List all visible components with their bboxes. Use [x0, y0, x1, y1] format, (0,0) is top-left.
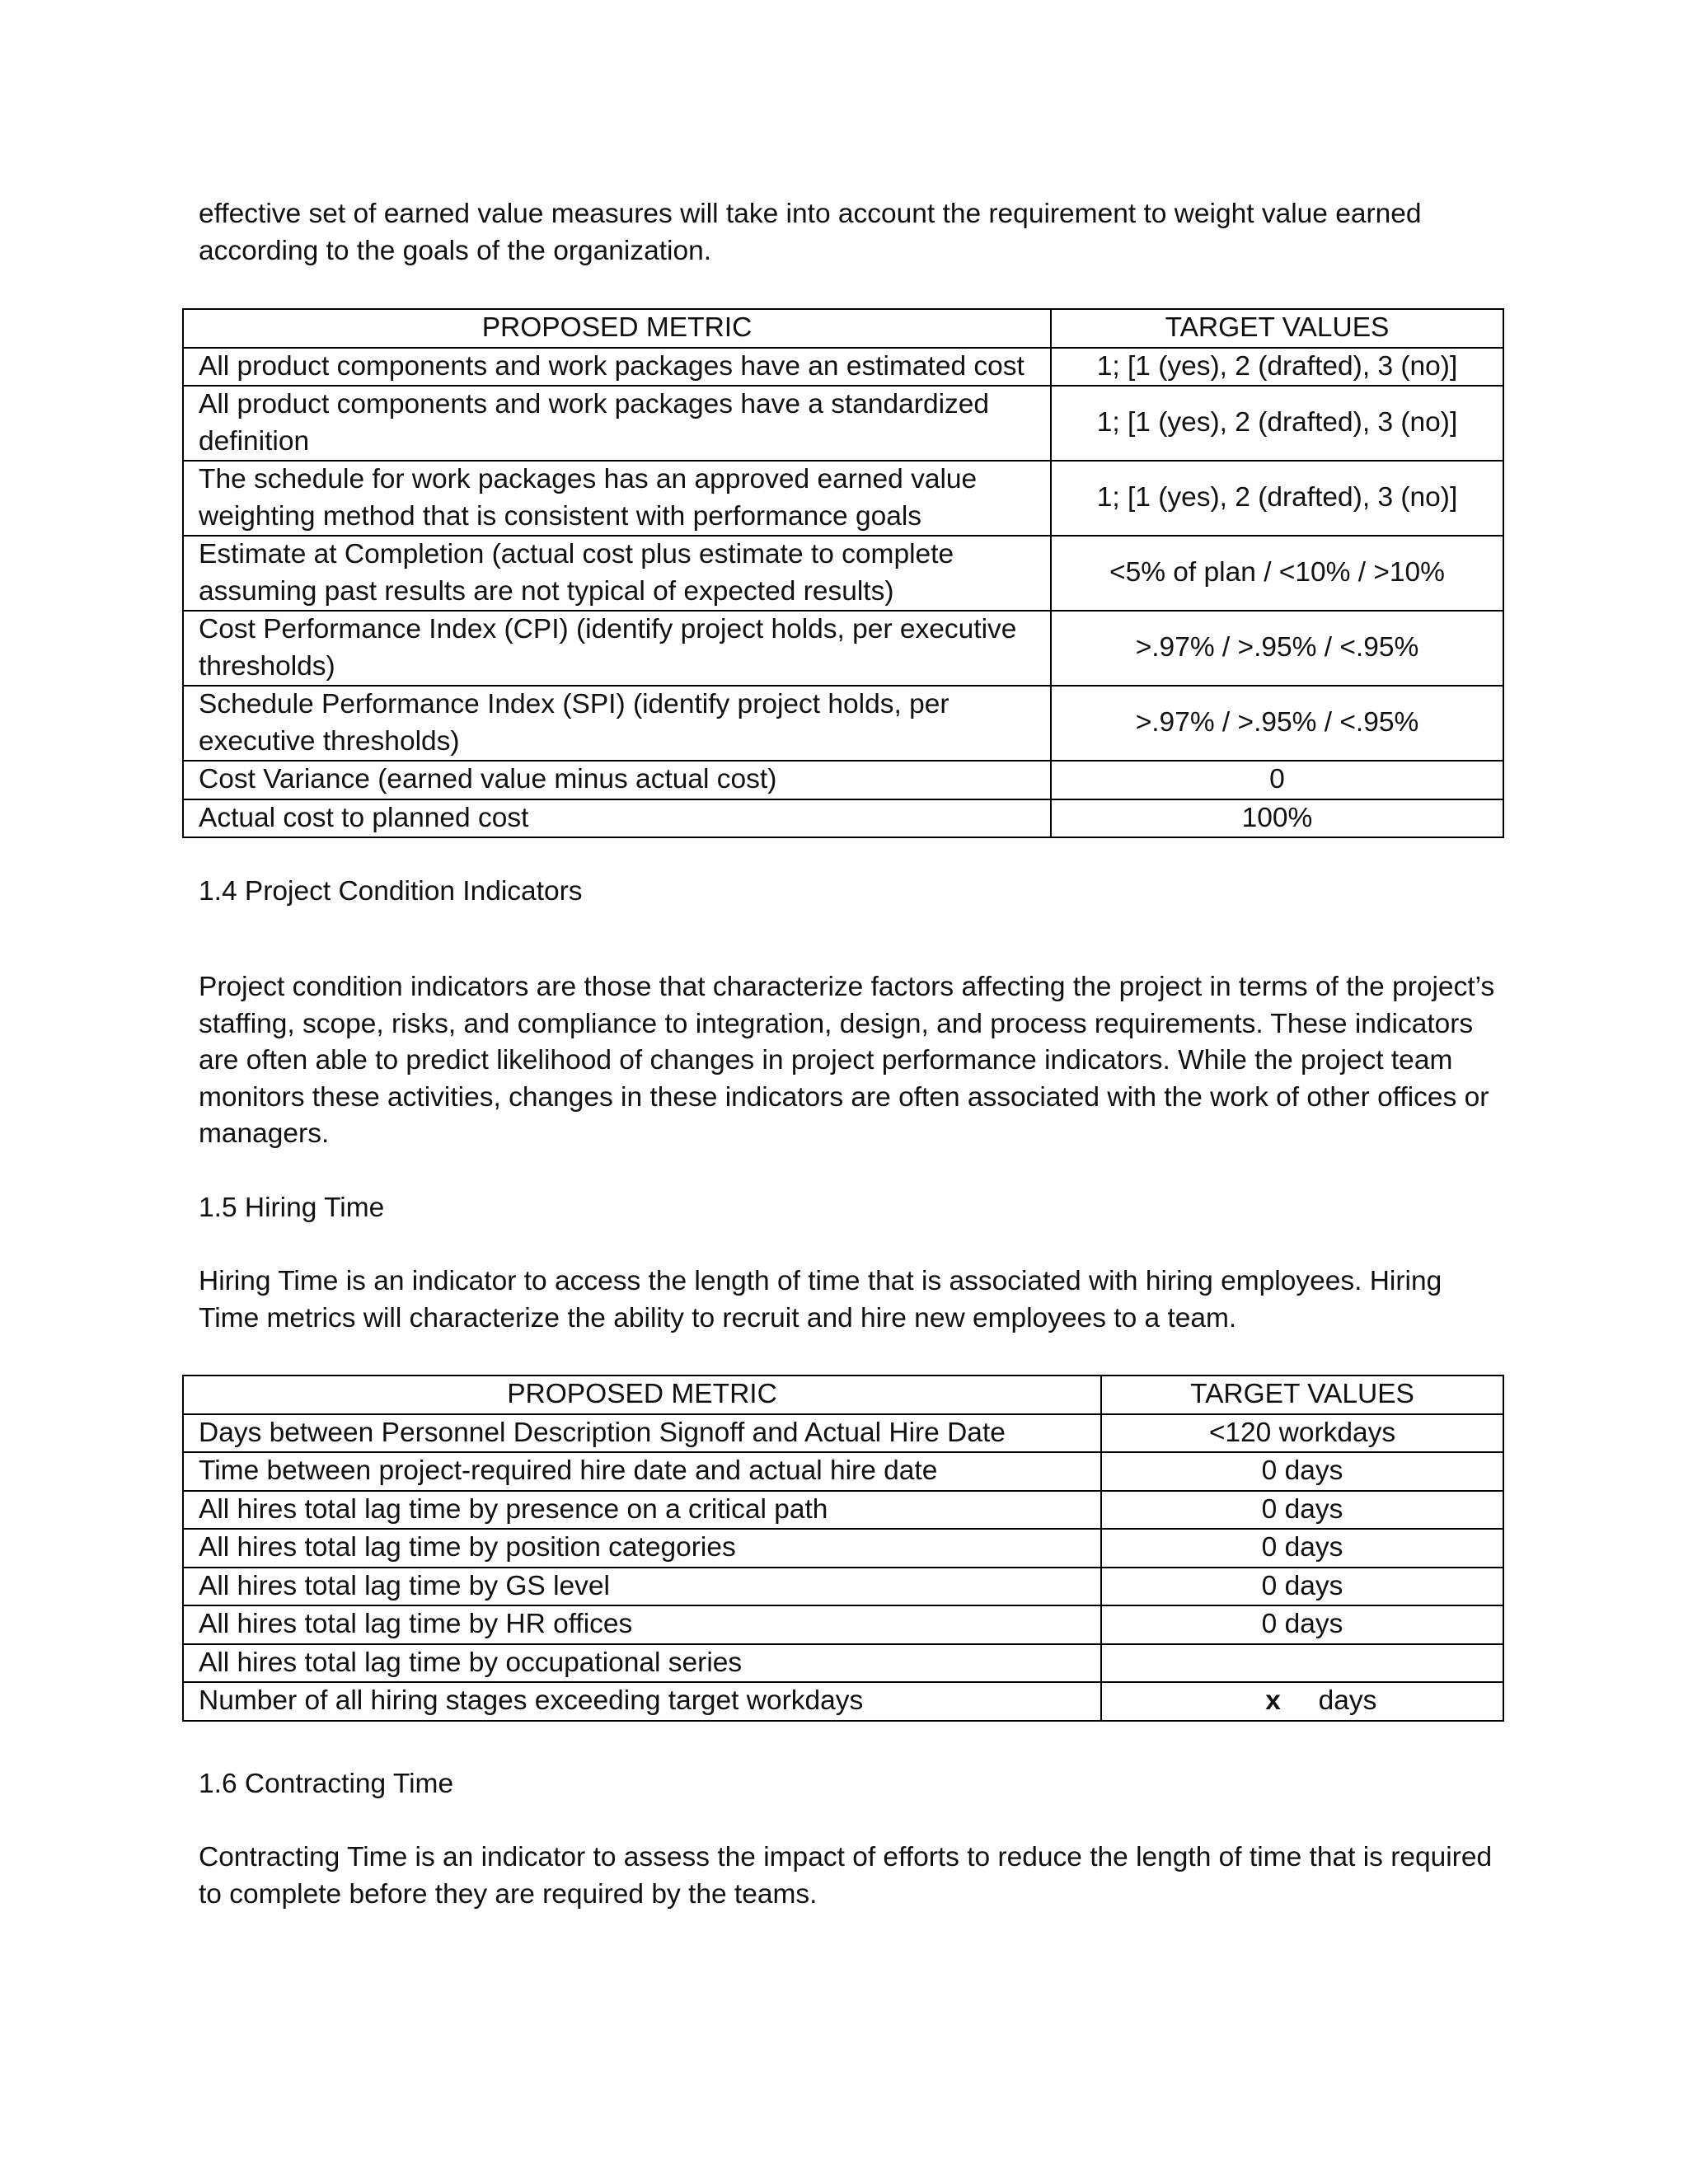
target-cell: 1; [1 (yes), 2 (drafted), 3 (no)]: [1051, 348, 1503, 387]
target-unit: days: [1318, 1685, 1377, 1716]
target-cell: 1; [1 (yes), 2 (drafted), 3 (no)]: [1051, 386, 1503, 461]
intro-line-1: effective set of earned value measures will take into account the requirement to weight value earned: [199, 199, 1422, 229]
metric-cell: All product components and work packages have a standardized definition: [183, 386, 1051, 461]
table-row: [183, 686, 1503, 761]
table-row: [183, 536, 1503, 611]
target-mark: x: [1265, 1685, 1281, 1716]
table-header-row: [183, 1376, 1503, 1414]
target-cell: [1101, 1682, 1503, 1721]
table-row: [183, 799, 1503, 838]
metric-cell: Cost Variance (earned value minus actual cost): [183, 761, 1051, 799]
earned-value-metrics-table: [182, 308, 1504, 838]
table-header-row: [183, 309, 1503, 348]
table-row: [183, 1682, 1503, 1721]
target-cell: >.97% / >.95% / <.95%: [1051, 611, 1503, 686]
target-cell: 100%: [1051, 799, 1503, 838]
table-row: [183, 1529, 1503, 1568]
metric-cell: The schedule for work packages has an approved earned value weighting method that is consistent with performance goals: [183, 461, 1051, 536]
intro-paragraph: [199, 196, 1501, 269]
target-cell: 0: [1051, 761, 1503, 799]
hiring-time-metrics-table: [182, 1375, 1504, 1722]
target-cell: <120 workdays: [1101, 1414, 1503, 1453]
metric-cell: Estimate at Completion (actual cost plus estimate to complete assuming past results are not typical of expected results): [183, 536, 1051, 611]
table-row: [183, 611, 1503, 686]
table-row: [183, 1491, 1503, 1530]
section-heading-1-5: 1.5 Hiring Time: [199, 1193, 385, 1223]
section-heading-1-6: 1.6 Contracting Time: [199, 1769, 454, 1799]
target-cell: 0 days: [1101, 1605, 1503, 1644]
metric-cell: All hires total lag time by presence on a critical path: [183, 1491, 1101, 1530]
metric-cell: Number of all hiring stages exceeding target workdays: [183, 1682, 1101, 1721]
metric-cell: Cost Performance Index (CPI) (identify project holds, per executive thresholds): [183, 611, 1051, 686]
intro-line-2: according to the goals of the organization.: [199, 235, 712, 266]
target-cell: 0 days: [1101, 1529, 1503, 1568]
table-row: [183, 761, 1503, 799]
table-row: [183, 1452, 1503, 1491]
metric-cell: Schedule Performance Index (SPI) (identify project holds, per executive thresholds): [183, 686, 1051, 761]
column-header-target: TARGET VALUES: [1101, 1376, 1503, 1414]
metric-cell: Time between project-required hire date and actual hire date: [183, 1452, 1101, 1491]
table-row: [183, 348, 1503, 387]
metric-cell: Actual cost to planned cost: [183, 799, 1051, 838]
section-body-1-6: Contracting Time is an indicator to assess the impact of efforts to reduce the length of time that is required to complete before they are required by the teams.: [199, 1842, 1493, 1910]
target-cell: [1101, 1644, 1503, 1683]
target-cell: 0 days: [1101, 1568, 1503, 1606]
target-cell: 0 days: [1101, 1452, 1503, 1491]
target-cell: >.97% / >.95% / <.95%: [1051, 686, 1503, 761]
table-row: [183, 1568, 1503, 1606]
metric-cell: Days between Personnel Description Signoff and Actual Hire Date: [183, 1414, 1101, 1453]
target-cell: 0 days: [1101, 1491, 1503, 1530]
table-row: [183, 1605, 1503, 1644]
table-row: [183, 1414, 1503, 1453]
metric-cell: All hires total lag time by position categories: [183, 1529, 1101, 1568]
column-header-metric: PROPOSED METRIC: [183, 1376, 1101, 1414]
metric-cell: All hires total lag time by HR offices: [183, 1605, 1101, 1644]
table-row: [183, 461, 1503, 536]
section-body-1-5: Hiring Time is an indicator to access the length of time that is associated with hiring employees. Hiring Time metrics will characterize the ability to recruit and hire new employees to a team.: [199, 1266, 1442, 1333]
metric-cell: All hires total lag time by GS level: [183, 1568, 1101, 1606]
target-cell: <5% of plan / <10% / >10%: [1051, 536, 1503, 611]
table-row: [183, 1644, 1503, 1683]
metric-cell: All hires total lag time by occupational series: [183, 1644, 1101, 1683]
table-row: [183, 386, 1503, 461]
column-header-target: TARGET VALUES: [1051, 309, 1503, 348]
metric-cell: All product components and work packages have an estimated cost: [183, 348, 1051, 387]
target-cell: 1; [1 (yes), 2 (drafted), 3 (no)]: [1051, 461, 1503, 536]
section-body-1-4: Project condition indicators are those that characterize factors affecting the project in terms of the project’s staffing, scope, risks, and compliance to integration, design, and process requirements. These indicators are often able to predict likelihood of changes in project performance indicators. While the project team monitors these activities, changes in these indicators are often associated with the work of other offices or managers.: [199, 972, 1495, 1149]
column-header-metric: PROPOSED METRIC: [183, 309, 1051, 348]
section-heading-1-4: 1.4 Project Condition Indicators: [199, 876, 583, 907]
